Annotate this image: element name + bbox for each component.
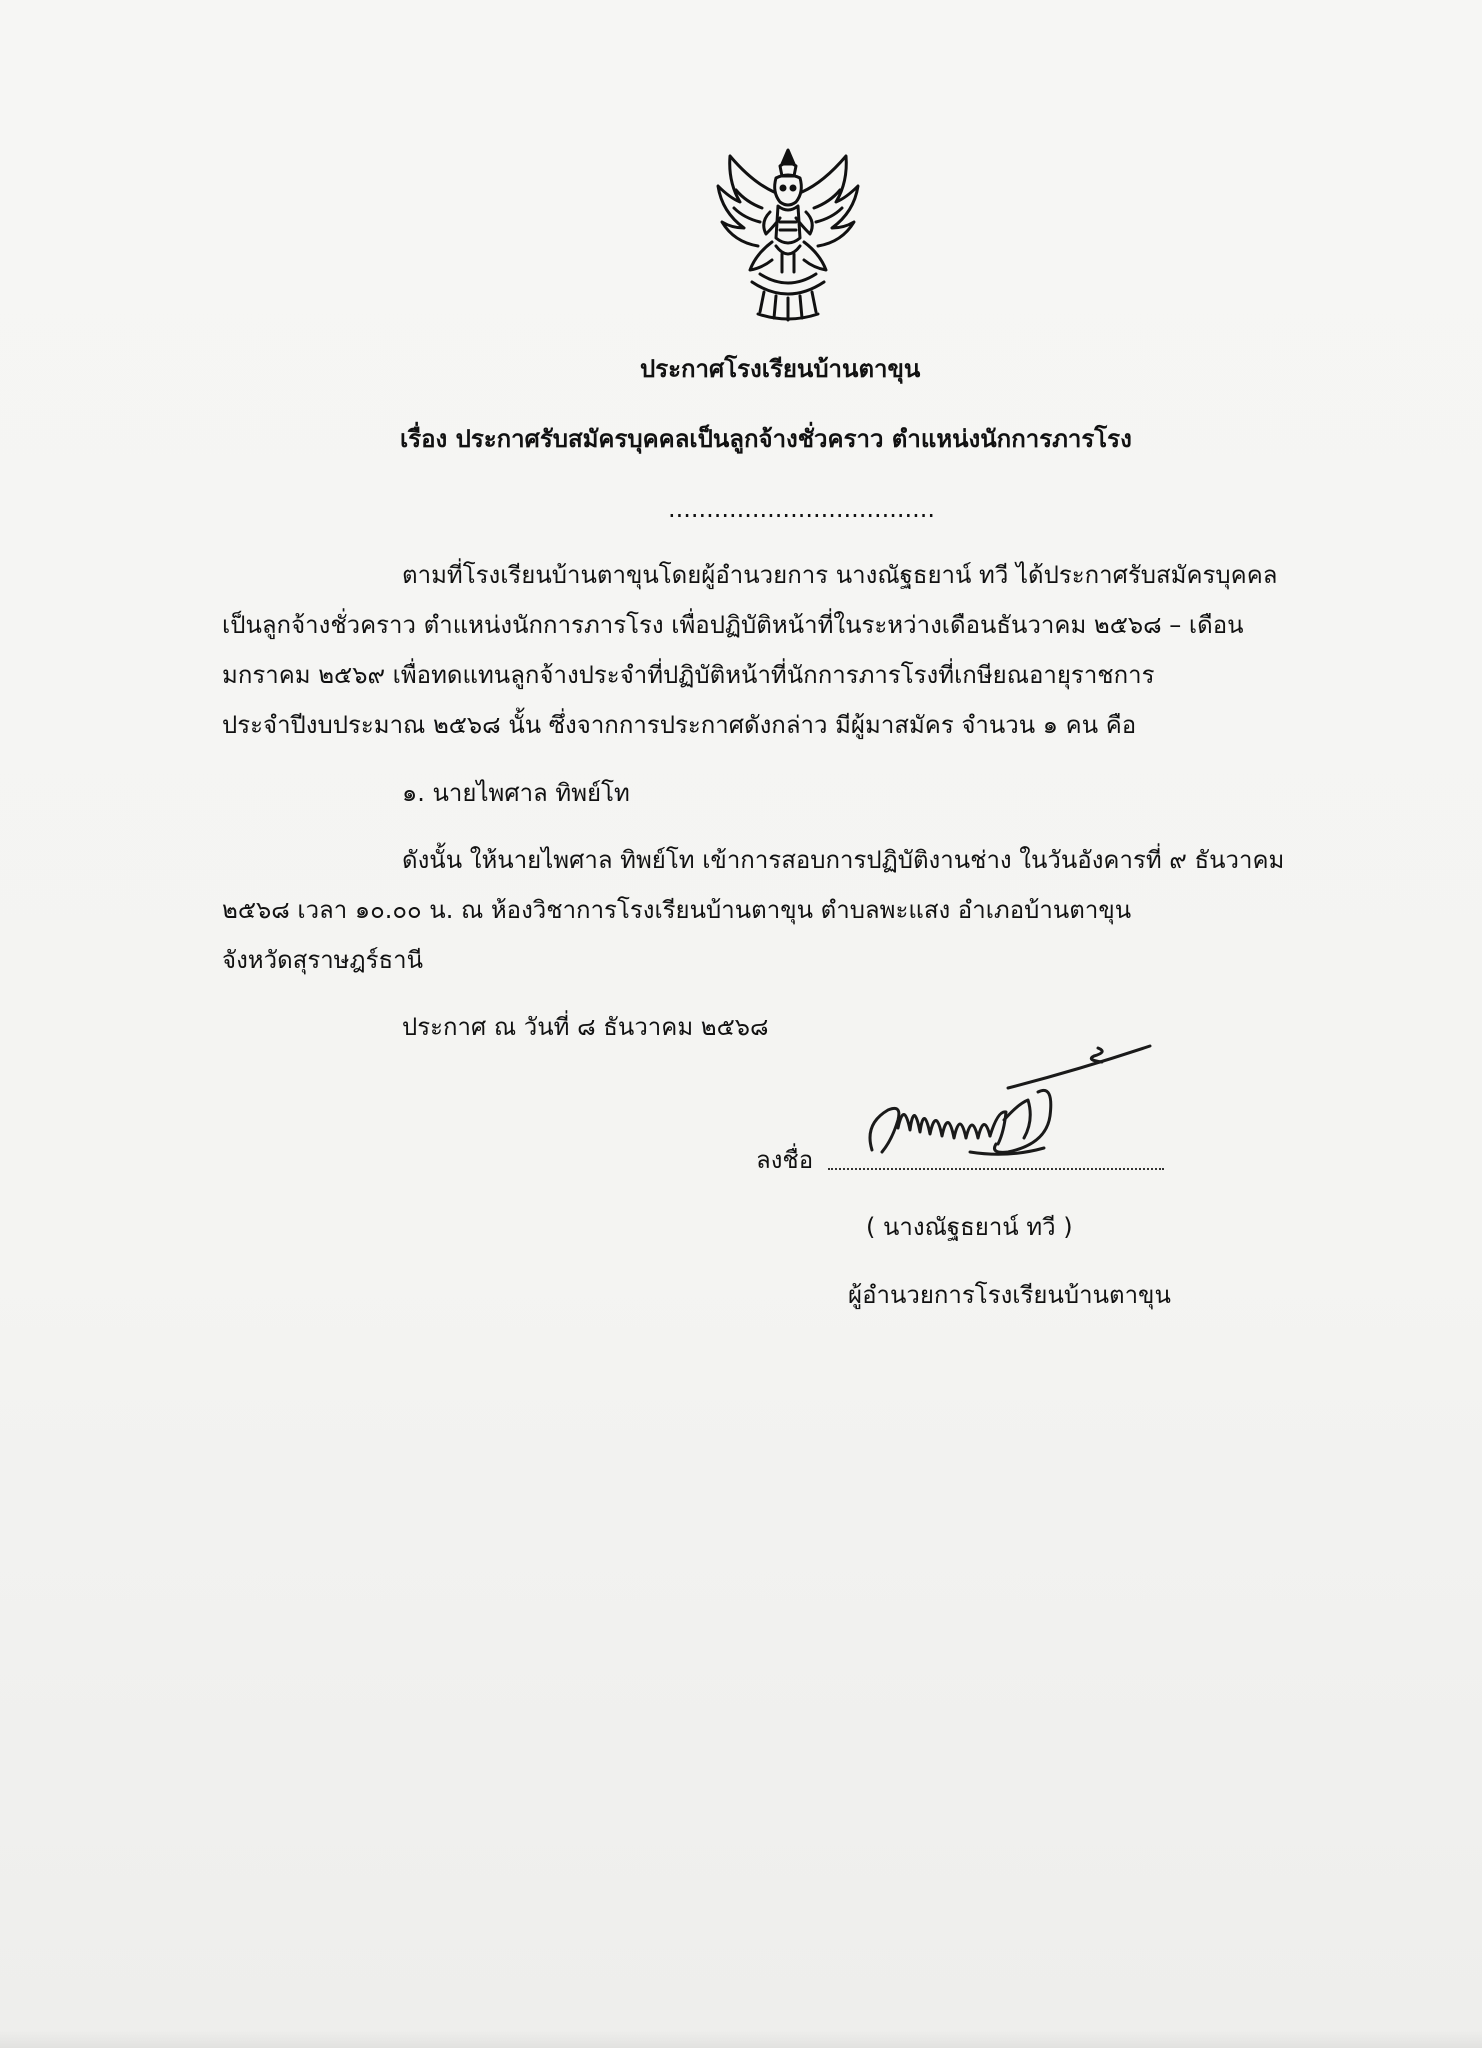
paragraph1-line: เป็นลูกจ้างชั่วคราว ตำแหน่งนักการภารโรง เพื่อปฏิบัติหน้าที่ในระหว่างเดือนธันวาคม ๒๕๖๘ – เดือน [222,611,1244,639]
page-shadow [0,2030,1482,2048]
paragraph1-line: ตามที่โรงเรียนบ้านตาขุนโดยผู้อำนวยการ นางณัฐธยาน์ ทวี ได้ประกาศรับสมัครบุคคล [402,561,1278,589]
signature-line [828,1168,1164,1170]
paragraph1-line: ประจำปีงบประมาณ ๒๕๖๘ นั้น ซึ่งจากการประกาศดังกล่าว มีผู้มาสมัคร จำนวน ๑ คน คือ [222,711,1137,739]
announcement-date: ประกาศ ณ วันที่ ๘ ธันวาคม ๒๕๖๘ [402,1013,769,1041]
signer-position: ผู้อำนวยการโรงเรียนบ้านตาขุน [848,1281,1171,1309]
document-heading: ประกาศโรงเรียนบ้านตาขุน [640,355,921,383]
garuda-emblem-icon [700,142,876,324]
paragraph2-line: ๒๕๖๘ เวลา ๑๐.๐๐ น. ณ ห้องวิชาการโรงเรียนบ้านตาขุน ตำบลพะแสง อำเภอบ้านตาขุน [222,896,1132,924]
handwritten-signature [858,1040,1158,1170]
document-subject: เรื่อง ประกาศรับสมัครบุคคลเป็นลูกจ้างชั่วคราว ตำแหน่งนักการภารโรง [400,425,1132,453]
paragraph1-line: มกราคม ๒๕๖๙ เพื่อทดแทนลูกจ้างประจำที่ปฏิบัติหน้าที่นักการภารโรงที่เกษียณอายุราชการ [222,661,1155,689]
applicant-item: ๑. นายไพศาล ทิพย์โท [402,779,630,807]
signer-name: ( นางณัฐธยาน์ ทวี ) [866,1213,1073,1241]
paragraph2-line: ดังนั้น ให้นายไพศาล ทิพย์โท เข้าการสอบการปฏิบัติงานช่าง ในวันอังคารที่ ๙ ธันวาคม [402,846,1285,874]
signature-label: ลงชื่อ [756,1146,814,1174]
separator-dots: ................................... [668,495,936,523]
paragraph2-line: จังหวัดสุราษฎร์ธานี [222,946,424,974]
